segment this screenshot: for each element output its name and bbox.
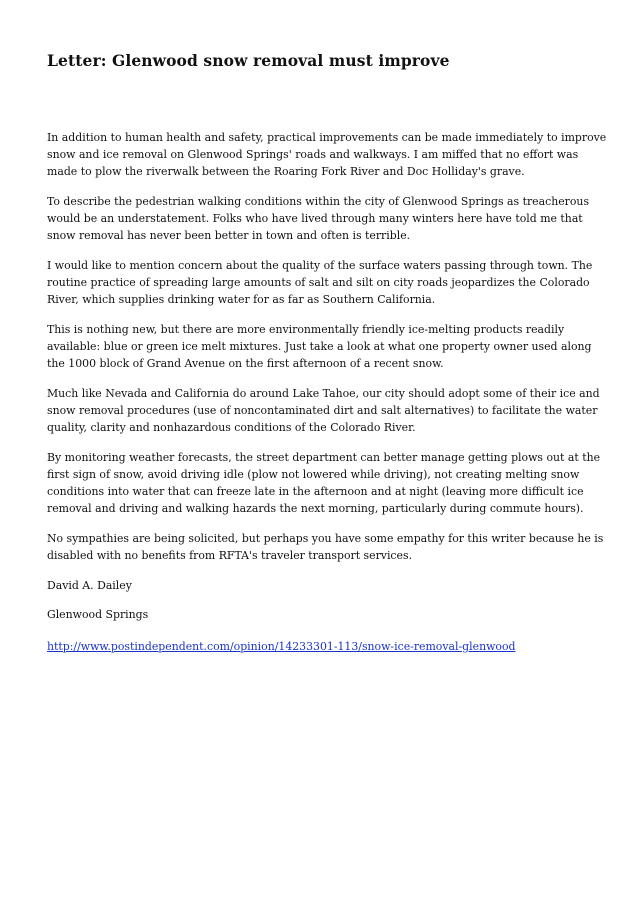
paragraph-line: No sympathies are being solicited, but perhaps you have some empathy for this writer because he is [47,532,604,545]
paragraph-1 [47,129,607,180]
paragraph-2 [47,193,595,244]
paragraph-line: I would like to mention concern about the quality of the surface waters passing through town. The [47,259,593,272]
paragraph-line: Much like Nevada and California do around Lake Tahoe, our city should adopt some of their ice and [47,387,600,400]
paragraph-line: removal and driving and walking hazards the next morning, particularly during commute hours). [47,502,584,515]
paragraph-line: quality, clarity and nonhazardous conditions of the Colorado River. [47,421,416,434]
paragraph-4 [47,321,595,372]
paragraph-line: River, which supplies drinking water for as far as Southern California. [47,293,436,306]
article-title: Letter: Glenwood snow removal must improve [47,51,450,70]
paragraph-line: routine practice of spreading large amounts of salt and silt on city roads jeopardizes the Colorado [47,276,590,289]
paragraph-6 [47,449,601,517]
paragraph-3 [47,257,595,308]
paragraph-line: In addition to human health and safety, practical improvements can be made immediately to improve [47,131,607,144]
paragraph-line: available: blue or green ice melt mixtures. Just take a look at what one property owner used along [47,340,592,353]
paragraph-line: the 1000 block of Grand Avenue on the first afternoon of a recent snow. [47,357,444,370]
source-link[interactable]: http://www.postindependent.com/opinion/14233301-113/snow-ice-removal-glenwood [47,640,516,653]
paragraph-5 [47,385,600,436]
signature-place: Glenwood Springs [47,608,149,621]
paragraph-line: This is nothing new, but there are more environmentally friendly ice-melting products readily [47,323,565,336]
paragraph-line: first sign of snow, avoid driving idle (plow not lowered while driving), not creating melting snow [47,468,580,481]
paragraph-line: By monitoring weather forecasts, the street department can better manage getting plows out at the [47,451,601,464]
paragraph-line: conditions into water that can freeze late in the afternoon and at night (leaving more difficult ice [47,485,584,498]
article-body [47,129,607,655]
paragraph-line: To describe the pedestrian walking conditions within the city of Glenwood Springs as treacherous [47,195,590,208]
paragraph-line: would be an understatement. Folks who have lived through many winters here have told me that [47,212,583,225]
paragraph-line: snow removal has never been better in town and often is terrible. [47,229,411,242]
paragraph-7 [47,530,604,564]
paragraph-line: snow removal procedures (use of noncontaminated dirt and salt alternatives) to facilitate the water [47,404,598,417]
paragraph-line: disabled with no benefits from RFTA's traveler transport services. [47,549,413,562]
paragraph-line: made to plow the riverwalk between the Roaring Fork River and Doc Holliday's grave. [47,165,525,178]
signature-name: David A. Dailey [47,579,132,592]
paragraph-line: snow and ice removal on Glenwood Springs' roads and walkways. I am miffed that no effort was [47,148,579,161]
